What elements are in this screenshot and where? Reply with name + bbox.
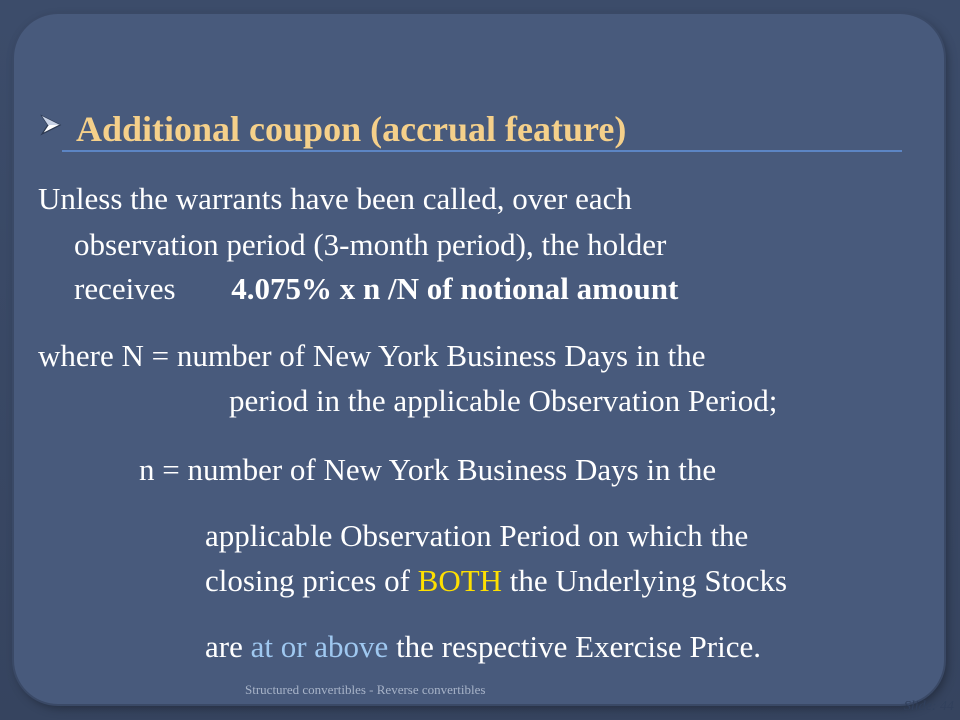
paragraph-line-2: observation period (3-month period), the holder (74, 227, 667, 262)
exercise-price-text: the respective Exercise Price. (388, 629, 761, 664)
at-or-above-highlight: at or above (250, 629, 389, 664)
title-row (40, 104, 902, 152)
slide-title: Additional coupon (accrual feature) (76, 109, 627, 149)
definition-N-line-2: period in the applicable Observation Period; (229, 383, 778, 418)
definition-n-line-4 (205, 629, 761, 665)
definition-n-line-1: n = number of New York Business Days in the (139, 452, 717, 487)
footer-text: Structured convertibles - Reverse convertibles (245, 682, 486, 697)
title-underline (62, 150, 902, 152)
paragraph-line-3 (74, 271, 678, 307)
definition-n-line-2: applicable Observation Period on which the (205, 518, 749, 553)
receives-label: receives (74, 271, 176, 306)
closing-prices-text: closing prices of (205, 563, 418, 598)
arrow-bullet-icon (40, 114, 62, 136)
definition-n-line-3 (205, 563, 787, 599)
slide-number: Slide: 44 (903, 699, 954, 714)
underlying-stocks-text: the Underlying Stocks (502, 563, 788, 598)
are-text: are (205, 629, 251, 664)
definition-N-line-1: where N = number of New York Business Days in the (38, 338, 706, 373)
both-highlight: BOTH (417, 563, 503, 598)
paragraph-line-1: Unless the warrants have been called, over each (38, 181, 632, 216)
coupon-formula: 4.075% x n /N of notional amount (231, 271, 679, 306)
